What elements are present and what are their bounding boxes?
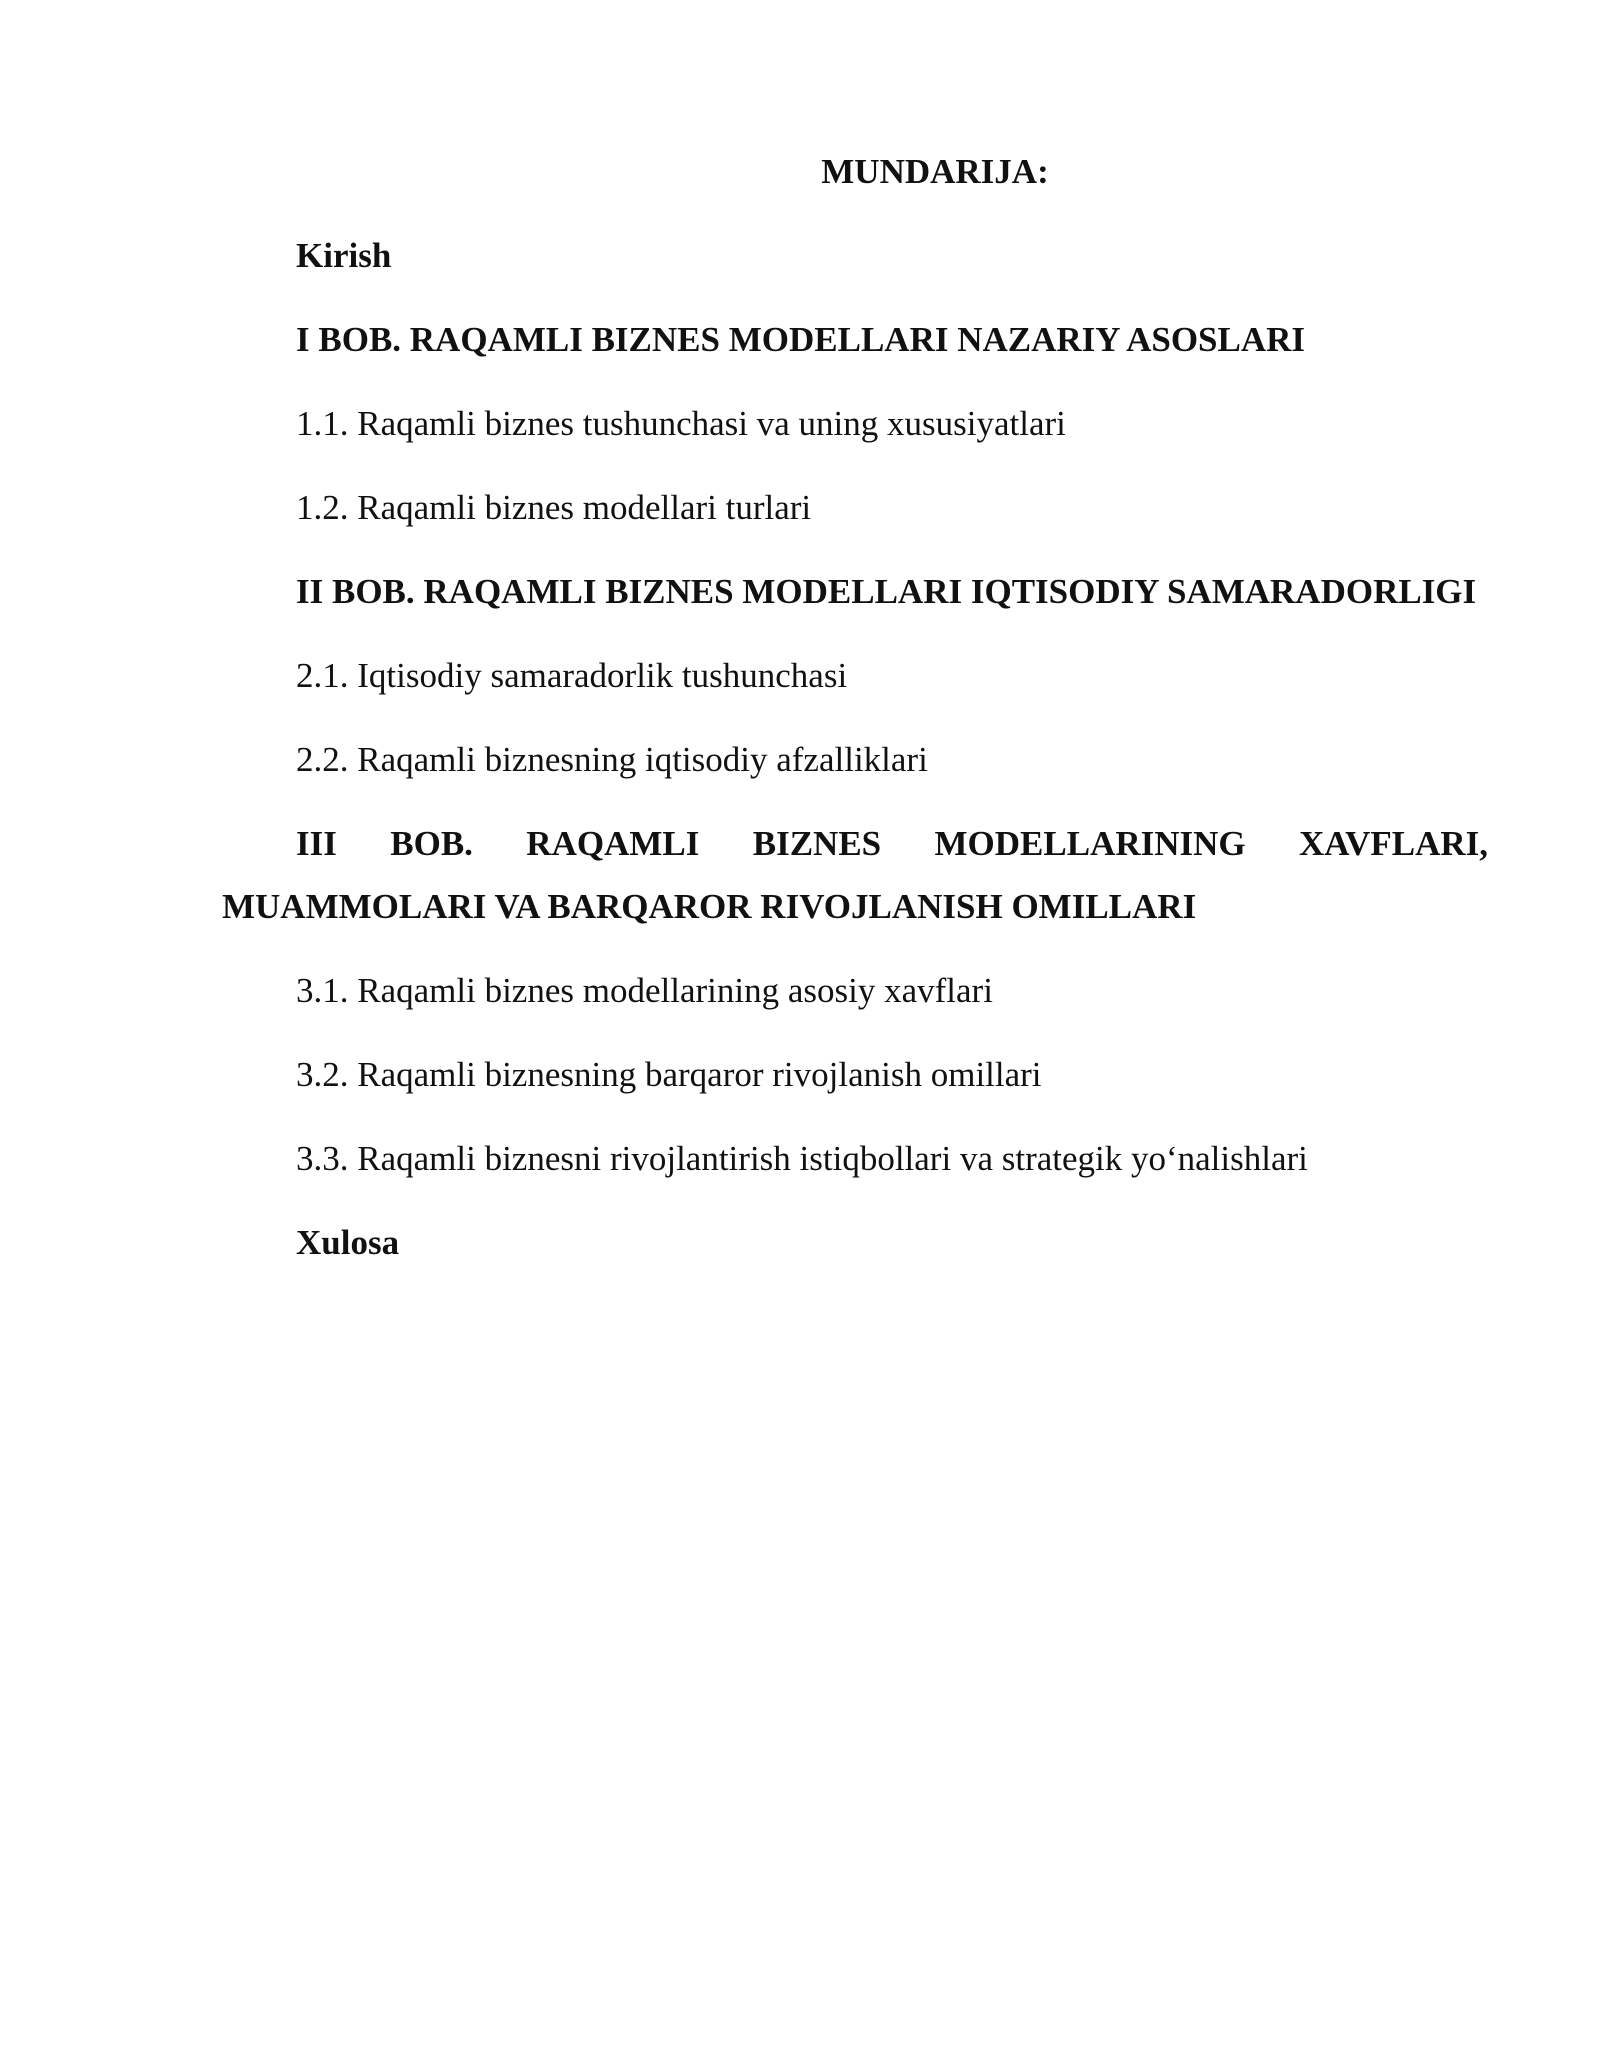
toc-entry-section-2-1: 2.1. Iqtisodiy samaradorlik tushunchasi: [296, 656, 848, 695]
toc-entry-chapter-3: III BOB. RAQAMLI BIZNES MODELLARINING XAVFLARI, MUAMMOLARI VA BARQAROR RIVOJLANISH OMILLARI: [222, 824, 1488, 926]
toc-entry-section-1-1: 1.1. Raqamli biznes tushunchasi va uning xususiyatlari: [296, 404, 1066, 443]
toc-entry-section-1-2: 1.2. Raqamli biznes modellari turlari: [296, 488, 812, 527]
toc-entry-section-3-1: 3.1. Raqamli biznes modellarining asosiy xavflari: [296, 971, 993, 1010]
toc-entry-chapter-1: I BOB. RAQAMLI BIZNES MODELLARI NAZARIY ASOSLARI: [296, 320, 1306, 359]
table-of-contents: [222, 140, 1488, 1295]
toc-entry-section-2-2: 2.2. Raqamli biznesning iqtisodiy afzalliklari: [296, 740, 928, 779]
toc-title: MUNDARIJA:: [821, 152, 1049, 191]
toc-entry-chapter-2: II BOB. RAQAMLI BIZNES MODELLARI IQTISODIY SAMARADORLIGI: [296, 572, 1477, 611]
toc-entry-section-3-2: 3.2. Raqamli biznesning barqaror rivojlanish omillari: [296, 1055, 1042, 1094]
toc-entry-section-3-3: 3.3. Raqamli biznesni rivojlantirish istiqbollari va strategik yo‘nalishlari: [296, 1139, 1308, 1178]
toc-entry-introduction: Kirish: [296, 236, 392, 275]
toc-entry-conclusion: Xulosa: [296, 1223, 400, 1262]
